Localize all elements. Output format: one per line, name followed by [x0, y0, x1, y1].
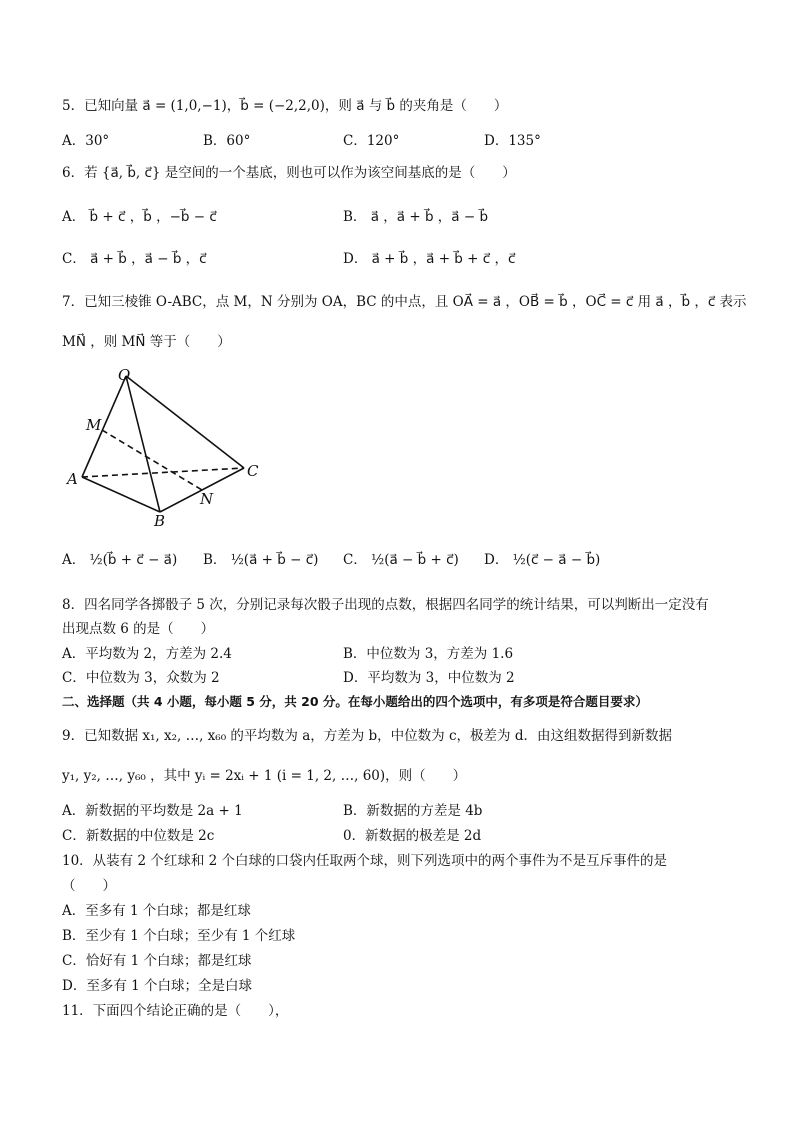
q6-option-a: A． b⃗ + c⃗ ，b⃗ ，−b⃗ − c⃗ [62, 209, 217, 225]
q5-stem: 5．已知向量 a⃗ = (1,0,−1)，b⃗ = (−2,2,0)，则 a⃗ 与 b⃗ 的夹角是（ ） [62, 98, 508, 114]
q10-option-d: D．至多有 1 个白球；全是白球 [62, 978, 252, 994]
q9-option-d: 0．新数据的极差是 2d [343, 828, 482, 844]
q8-option-b: B．中位数为 3，方差为 1.6 [343, 646, 514, 662]
q9-option-a: A．新数据的平均数是 2a + 1 [62, 803, 243, 819]
q7-stem-line2: MN⃗ ，则 MN⃗ 等于（ ） [62, 334, 231, 350]
label-n: N [200, 490, 214, 508]
q5-option-b: B．60° [203, 133, 251, 149]
tetrahedron-figure [62, 362, 272, 530]
q11-stem: 11．下面四个结论正确的是（ ）， [62, 1003, 289, 1019]
q8-stem-line2: 出现点数 6 的是（ ） [62, 621, 215, 637]
label-b: B [154, 512, 166, 530]
q9-stem-line2: y₁, y₂, …, y₆₀ ，其中 yᵢ = 2xᵢ + 1 (i = 1, 2, …, 60)，则（ ） [62, 768, 467, 784]
q10-option-a: A．至多有 1 个白球；都是红球 [62, 903, 251, 919]
q7-stem-line1: 7．已知三棱锥 O-ABC，点 M，N 分别为 OA，BC 的中点，且 OA⃗ = a⃗ ，OB⃗ = b⃗ ，OC⃗ = c⃗ 用 a⃗ ，b⃗ ，c⃗ 表示 [62, 294, 747, 310]
q5-option-a: A．30° [62, 133, 110, 149]
q8-option-a: A．平均数为 2，方差为 2.4 [62, 646, 232, 662]
q8-stem-line1: 8．四名同学各掷骰子 5 次，分别记录每次骰子出现的点数，根据四名同学的统计结果，可以判断出一定没有 [62, 597, 709, 613]
q9-option-c: C．新数据的中位数是 2c [62, 828, 215, 844]
q10-stem-line2: （ ） [62, 878, 116, 894]
q7-option-a: A． ½(b⃗ + c⃗ − a⃗) [62, 552, 178, 568]
label-o: O [118, 366, 131, 384]
q9-option-b: B．新数据的方差是 4b [343, 803, 483, 819]
q10-option-c: C．恰好有 1 个白球；都是红球 [62, 953, 252, 969]
q5-option-c: C．120° [343, 133, 400, 149]
label-m: M [86, 416, 102, 434]
q6-option-d: D． a⃗ + b⃗ ，a⃗ + b⃗ + c⃗ ，c⃗ [343, 251, 516, 267]
q10-stem-line1: 10．从装有 2 个红球和 2 个白球的口袋内任取两个球，则下列选项中的两个事件为不是互斥事件的是 [62, 853, 668, 869]
section-2-heading: 二、选择题（共 4 小题，每小题 5 分，共 20 分。在每小题给出的四个选项中，有多项是符合题目要求） [62, 694, 648, 709]
q10-option-b: B．至少有 1 个白球；至少有 1 个红球 [62, 928, 296, 944]
q8-option-d: D．平均数为 3，中位数为 2 [343, 670, 515, 686]
q6-option-b: B． a⃗ ，a⃗ + b⃗ ，a⃗ − b⃗ [343, 209, 489, 225]
label-c: C [247, 462, 259, 480]
q6-stem: 6．若 {a⃗, b⃗, c⃗} 是空间的一个基底，则也可以作为该空间基底的是（ ） [62, 165, 516, 181]
q9-stem-line1: 9．已知数据 x₁, x₂, …, x₆₀ 的平均数为 a，方差为 b，中位数为 c，极差为 d．由这组数据得到新数据 [62, 728, 672, 744]
q8-option-c: C．中位数为 3，众数为 2 [62, 670, 220, 686]
q6-option-c: C． a⃗ + b⃗ ，a⃗ − b⃗ ，c⃗ [62, 251, 207, 267]
q7-option-c: C． ½(a⃗ − b⃗ + c⃗) [343, 552, 459, 568]
q5-option-d: D．135° [484, 133, 541, 149]
q7-option-b: B． ½(a⃗ + b⃗ − c⃗) [203, 552, 319, 568]
label-a: A [67, 470, 78, 488]
q7-option-d: D． ½(c⃗ − a⃗ − b⃗) [484, 552, 601, 568]
